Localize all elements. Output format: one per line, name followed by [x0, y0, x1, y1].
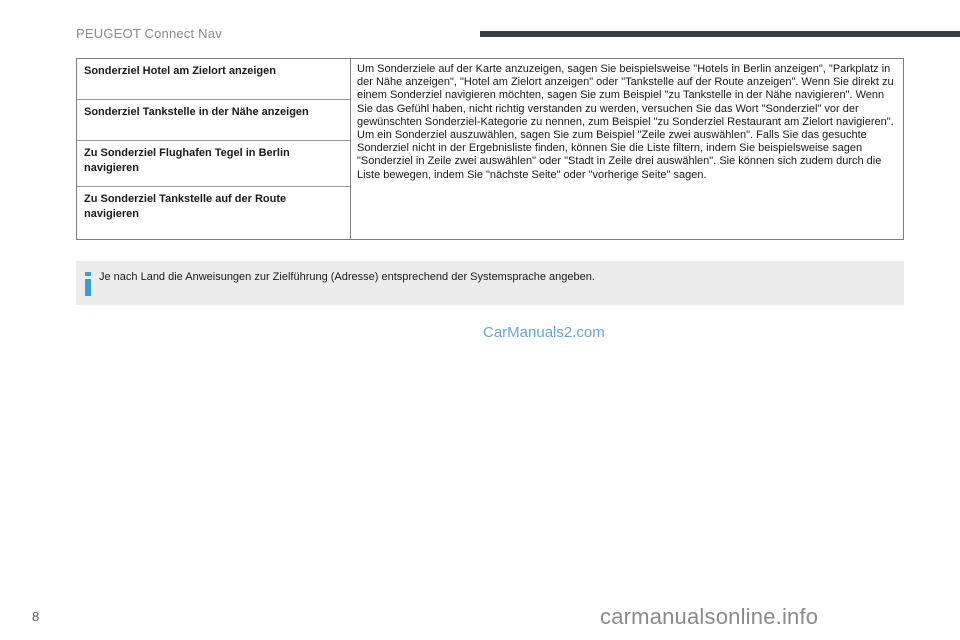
info-icon: [84, 272, 92, 296]
header-bar: [480, 31, 960, 37]
page-number: 8: [32, 609, 40, 624]
command-cell: Sonderziel Tankstelle in der Nähe anzeigen: [77, 100, 350, 141]
voice-commands-table: [76, 58, 904, 240]
command-cell: Sonderziel Hotel am Zielort anzeigen: [77, 59, 350, 100]
command-cell: Zu Sonderziel Tankstelle auf der Route navigieren: [84, 193, 287, 220]
commands-column: [77, 59, 351, 239]
description-paragraph: Um ein Sonderziel auszuwählen, sagen Sie zum Beispiel "Zeile zwei auswählen". Falls Sie das gesuchte Sonderziel nicht in der Ergebnisliste finden, können Sie die Liste filtern, indem Sie beispielsweise sagen "Sonderziel in Zeile zwei auswählen" oder "Stadt in Zeile drei auswählen". Sie können sich zudem durch die Liste bewegen, indem Sie "nächste Seite" oder "vorherige Seite" sagen.: [357, 129, 882, 181]
command-cell: Zu Sonderziel Flughafen Tegel in Berlin navigieren: [77, 141, 350, 187]
info-note-text: Je nach Land die Anweisungen zur Zielführung (Adresse) entsprechend der Systemsprache angeben.: [99, 271, 595, 283]
description-column: [351, 59, 903, 239]
footer-watermark: carmanualsonline.info: [600, 604, 819, 629]
description-paragraph: Um Sonderziele auf der Karte anzuzeigen, sagen Sie beispielsweise "Hotels in Berlin anzeigen", "Parkplatz in der Nähe anzeigen", "Hotel am Zielort anzeigen" oder "Tankstelle auf der Route anzeigen". Wenn Sie direkt zu einem Sonderziel navigieren möchten, sagen Sie zum Beispiel "zu Tankstelle in der Nähe navigieren". Wenn Sie das Gefühl haben, nicht richtig verstanden zu werden, versuchen Sie das Wort "Sonderziel" vor der gewünschten Sonderziel-Kategorie zu nennen, zum Beispiel "zu Sonderziel Restaurant am Zielort navigieren".: [357, 63, 894, 128]
info-note: [76, 261, 904, 305]
page-header-title: PEUGEOT Connect Nav: [76, 26, 222, 41]
watermark-link[interactable]: CarManuals2.com: [483, 324, 605, 341]
